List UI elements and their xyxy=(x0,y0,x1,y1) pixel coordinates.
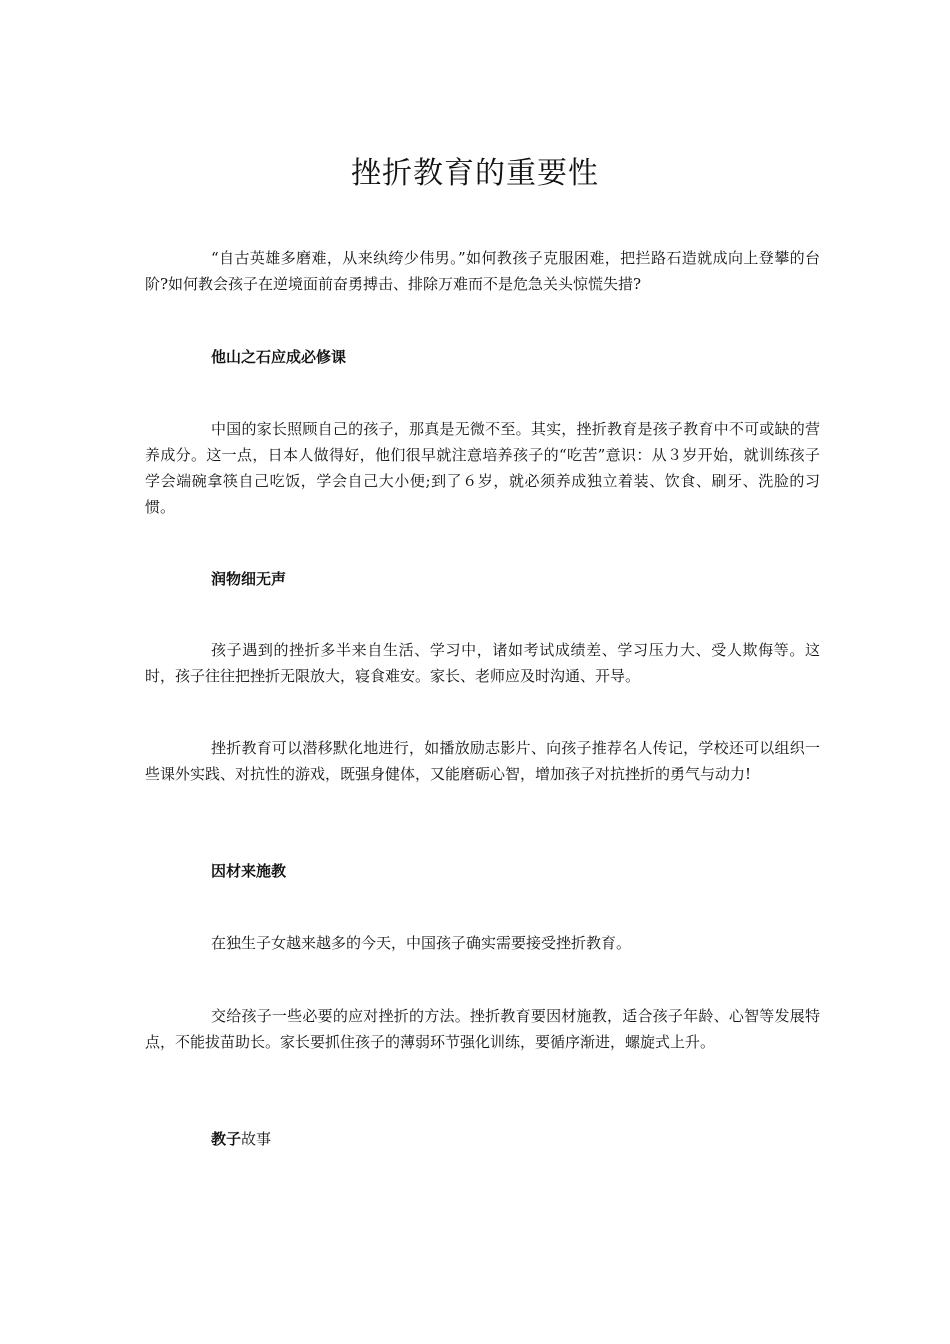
section-1-paragraph-1: 中国的家长照顾自己的孩子，那真是无微不至。其实，挫折教育是孩子教育中不可或缺的营养成分。这一点，日本人做得好，他们很早就注意培养孩子的“吃苦”意识：从３岁开始，就训练孩子学会端碗拿筷自己吃饭，学会自己大小便;到了６岁，就必须养成独立着装、饮食、刷牙、洗脸的习惯。 xyxy=(145,420,820,516)
section-2-paragraph-2: 挫折教育可以潜移默化地进行，如播放励志影片、向孩子推荐名人传记，学校还可以组织一些课外实践、对抗性的游戏，既强身健体，又能磨砺心智，增加孩子对抗挫折的勇气与动力! xyxy=(145,739,820,783)
document-title: 挫折教育的重要性 xyxy=(351,156,599,191)
section-2-paragraph-1: 孩子遇到的挫折多半来自生活、学习中，诸如考试成绩差、学习压力大、受人欺侮等。这时，孩子往往把挫折无限放大，寝食难安。家长、老师应及时沟通、开导。 xyxy=(145,641,820,685)
final-heading-bold: 教子 xyxy=(211,1130,242,1148)
section-heading-1: 他山之石应成必修课 xyxy=(211,348,347,366)
final-heading-plain: 故事 xyxy=(241,1130,272,1148)
section-heading-2: 润物细无声 xyxy=(211,570,287,588)
final-heading xyxy=(211,1126,271,1152)
section-3-paragraph-1: 在独生子女越来越多的今天，中国孩子确实需要接受挫折教育。 xyxy=(211,934,632,952)
intro-paragraph: “自古英雄多磨难，从来纨绔少伟男。”如何教孩子克服困难，把拦路石造就成向上登攀的台阶?如何教会孩子在逆境面前奋勇搏击、排除万难而不是危急关头惊慌失措? xyxy=(145,249,820,293)
section-heading-3: 因材来施教 xyxy=(211,862,287,880)
section-3-paragraph-2: 交给孩子一些必要的应对挫折的方法。挫折教育要因材施教，适合孩子年龄、心智等发展特点，不能拔苗助长。家长要抓住孩子的薄弱环节强化训练，要循序渐进，螺旋式上升。 xyxy=(145,1007,820,1051)
